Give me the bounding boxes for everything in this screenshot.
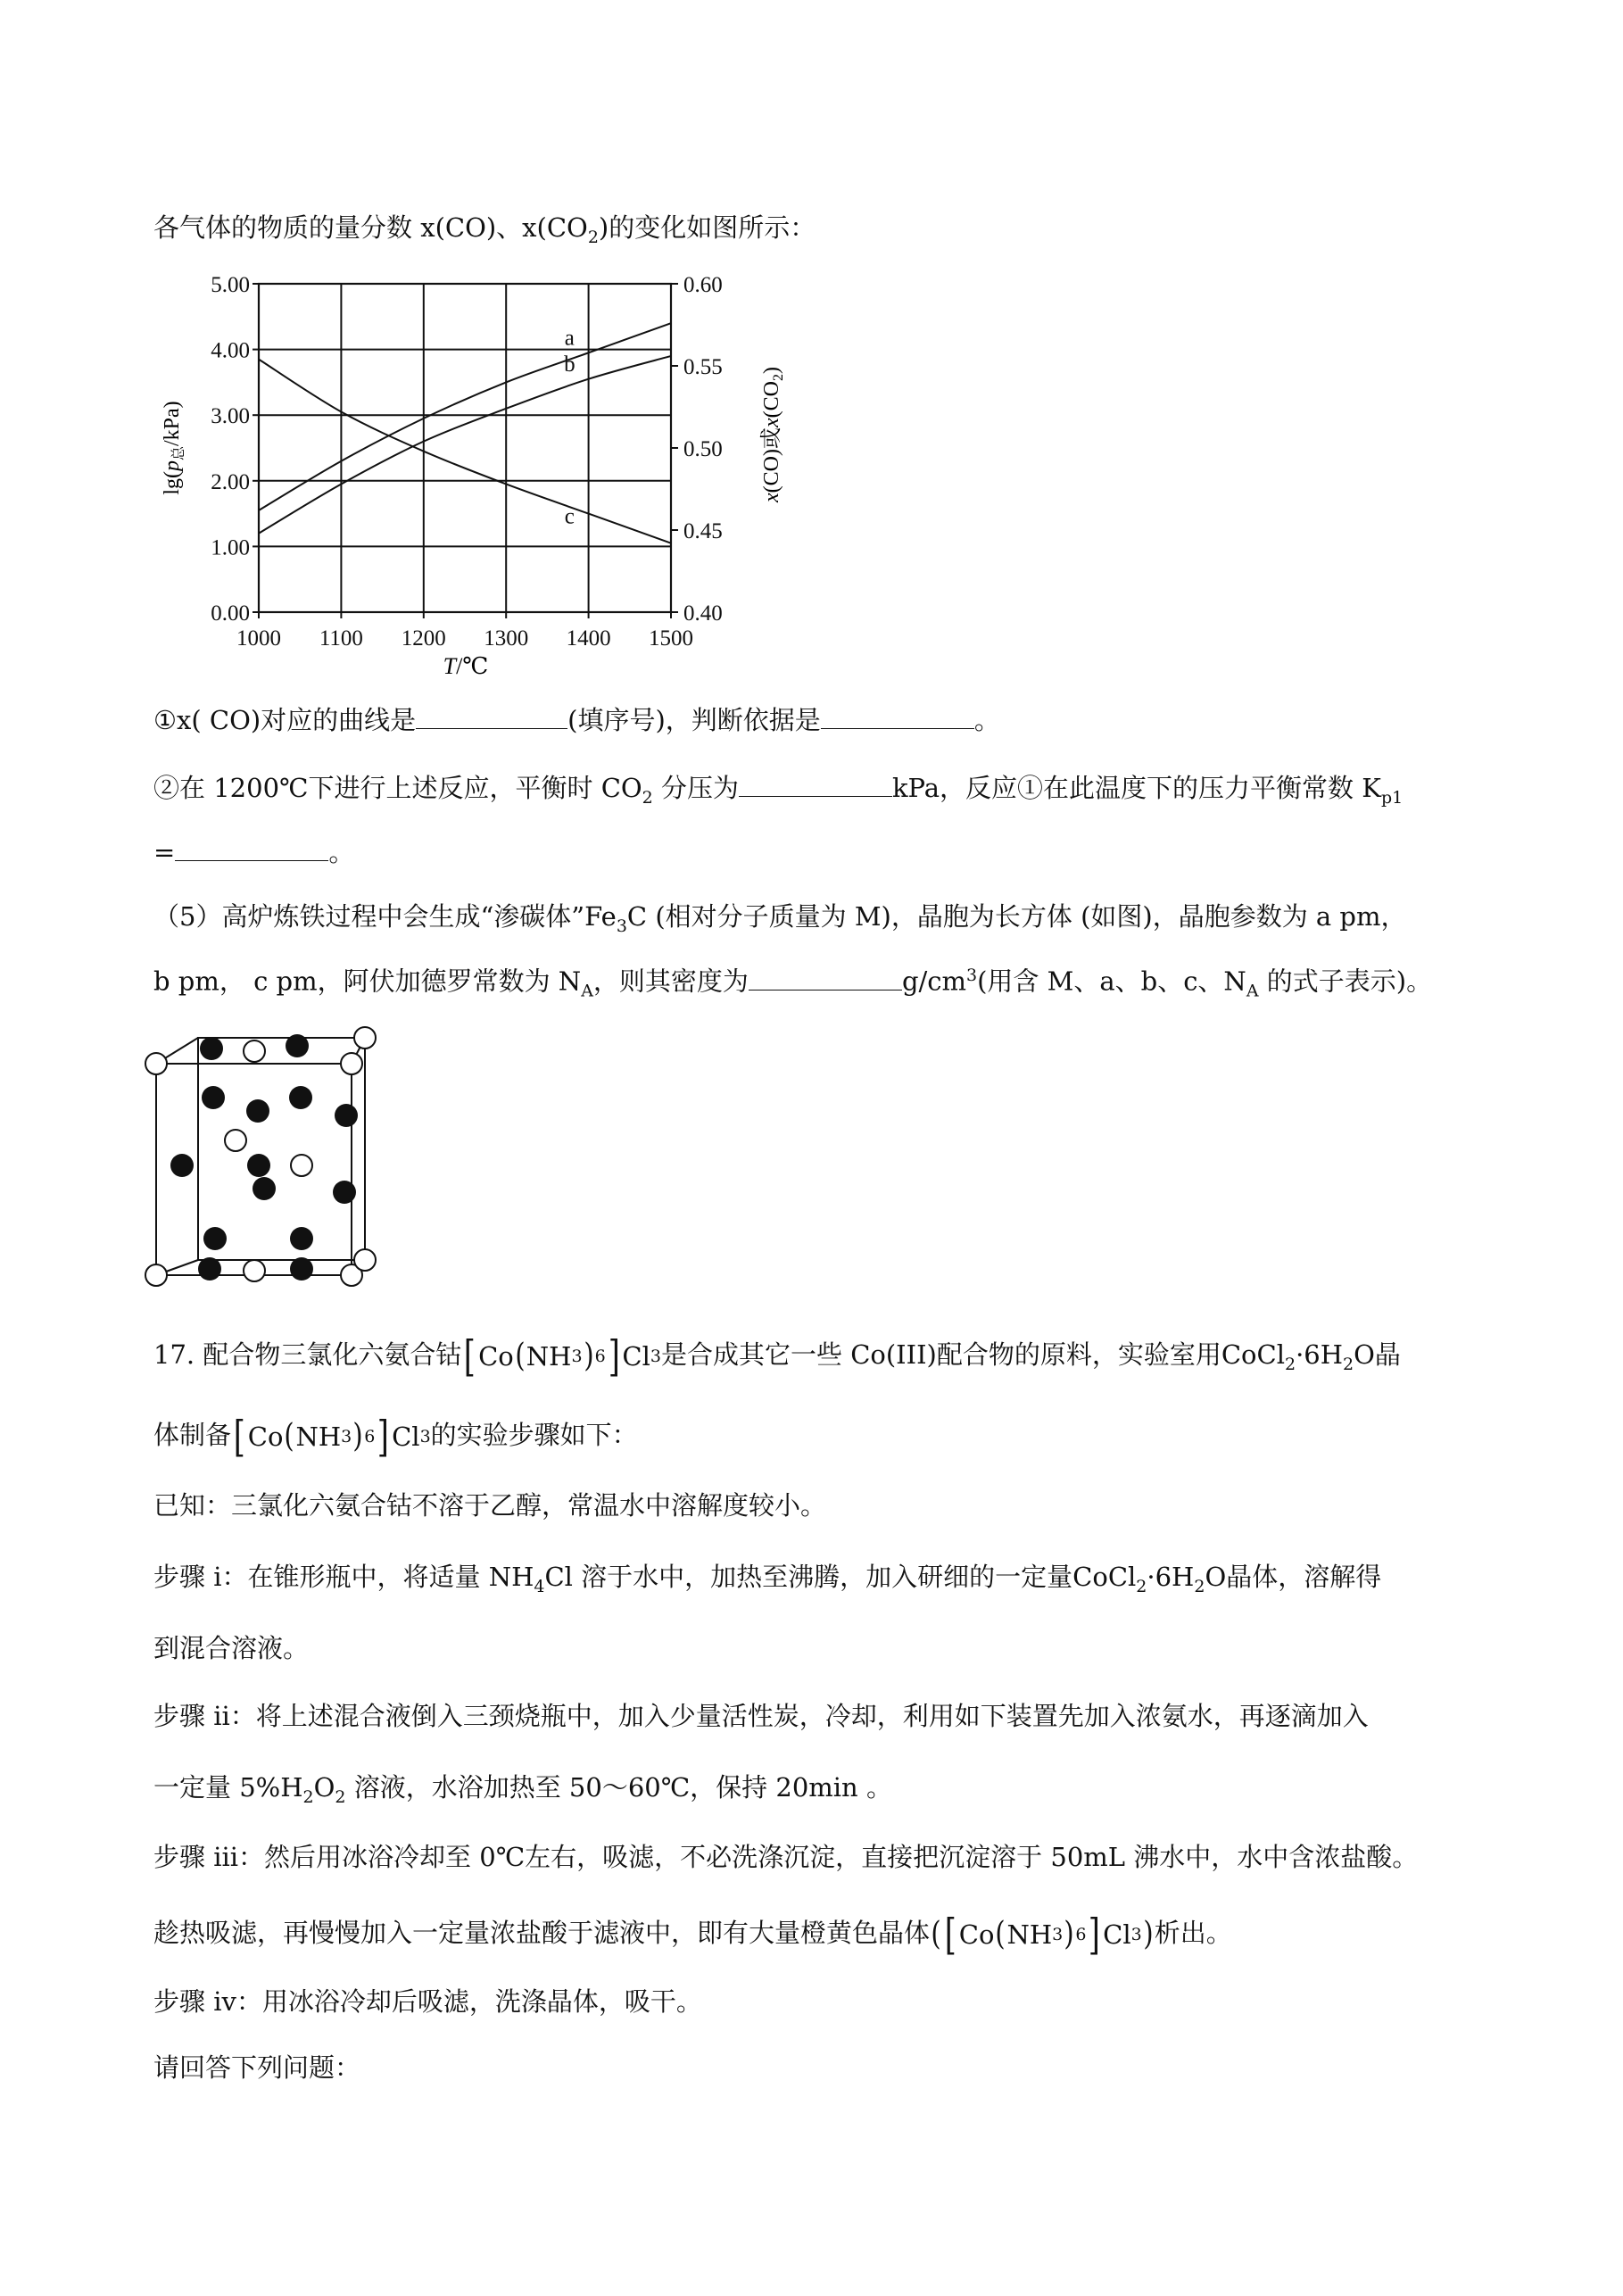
y-right-tick-label: 0.40 [683, 601, 723, 626]
question-17-cont: 体制备 [ Co ( NH 3 ) 6 ] Cl 3 的实验步骤如下： [153, 1412, 638, 1462]
filled-atom [289, 1086, 312, 1109]
curve-a [259, 323, 671, 510]
step-3: 步骤 iii：然后用冰浴冷却至 0℃左右，吸滤，不必洗涤沉淀，直接把沉淀溶于 50mL 沸水中，水中含浓盐酸。 [153, 1842, 1419, 1872]
x-tick-label: 1200 [401, 626, 446, 651]
complex-formula: [ Co ( NH 3 ) 6 ] Cl 3 [233, 1412, 431, 1462]
crystal-cell-diagram [138, 1022, 397, 1298]
step-2-cont: 一定量 $5\%H_2O_2$ 溶液，水浴加热至 50～60℃，保持 20min 。 [153, 1772, 892, 1807]
y-left-tick-label: 3.00 [211, 404, 250, 429]
filled-atom [247, 1154, 270, 1177]
step-2: 步骤 ii：将上述混合液倒入三颈烧瓶中，加入少量活性炭，冷却，利用如下装置先加入浓氨水，再逐滴加入 [153, 1701, 1369, 1731]
answer-blank[interactable] [749, 989, 902, 991]
step-4: 步骤 iv：用冰浴冷却后吸滤，洗涤晶体，吸干。 [153, 1986, 702, 2017]
y-right-axis-label: x(CO)或$x(CO_2)$ [760, 367, 786, 502]
inner-open-atom [225, 1130, 246, 1151]
y-right-tick-label: 0.50 [683, 437, 723, 461]
filled-atom [290, 1257, 313, 1281]
filled-atom [253, 1177, 276, 1200]
question-17: 17. 配合物三氯化六氨合钴 [ Co ( NH 3 ) 6 ] Cl 3 是合成其它一些 Co(III)配合物的原料，实验室用$CoCl_2\cdot 6H_2O$晶 [153, 1331, 1401, 1381]
corner-atom [354, 1027, 376, 1049]
curve-label-c: c [564, 504, 575, 529]
corner-atom [341, 1053, 362, 1074]
chart-grid [259, 284, 671, 612]
step-3-cont: 趁热吸滤，再慢慢加入一定量浓盐酸于滤液中，即有大量橙黄色晶体 ( [ Co ( NH 3 ) 6 ] Cl 3 ) 析出。 [153, 1910, 1232, 1960]
question-5: （5）高炉炼铁过程中会生成“渗碳体$”Fe_3C$ (相对分子质量为 M)，晶胞为长方体 (如图)，晶胞参数为 a pm， [153, 901, 1407, 936]
filled-atom [203, 1227, 227, 1250]
answer-blank[interactable] [175, 859, 328, 861]
curve-c [259, 360, 671, 543]
x-axis-label: T/℃ [443, 653, 489, 679]
corner-atom [145, 1053, 167, 1074]
question-1: ①x( CO)对应的曲线是 (填序号)，判断依据是 。 [153, 705, 1000, 735]
filled-atom [333, 1181, 356, 1204]
x-tick-label: 1100 [319, 626, 363, 651]
question-2: ②在 1200℃下进行上述反应，平衡时 $CO_2$ 分压为 kPa，反应①在此温度下的压力平衡常数 $K_{p1}$ [153, 773, 1404, 808]
x-tick-label: 1400 [566, 626, 611, 651]
filled-atom [246, 1099, 269, 1123]
y-right-tick-label: 0.45 [683, 519, 723, 543]
x-tick-label: 1000 [236, 626, 281, 651]
filled-atom [290, 1227, 313, 1250]
y-left-axis-label: $\lg(p_总/kPa)$ [161, 401, 186, 495]
y-left-tick-label: 1.00 [211, 535, 250, 560]
inner-open-atom [291, 1155, 312, 1176]
answer-blank[interactable] [416, 727, 567, 729]
intro-text: 各气体的物质的量分数 x(CO)、$x(CO_2)$的变化如图所示： [153, 212, 816, 247]
question-5-cont: b pm， c pm，阿伏加德罗常数为 $N_A$，则其密度为 $g/cm^3$(用含 M、a、b、c、$N_A$ 的式子表示)。 [153, 966, 1433, 1001]
step-1-cont: 到混合溶液。 [153, 1633, 310, 1663]
filled-atom [200, 1037, 223, 1060]
closing-prompt: 请回答下列问题： [153, 2052, 361, 2083]
complex-formula: [ Co ( NH 3 ) 6 ] Cl 3 [464, 1331, 661, 1381]
curve-label-a: a [564, 326, 575, 351]
edge-atom [244, 1260, 265, 1281]
x-tick-label: 1300 [484, 626, 529, 651]
x-tick-label: 1500 [649, 626, 693, 651]
filled-atom [202, 1086, 225, 1109]
y-left-tick-label: 4.00 [211, 338, 250, 363]
y-left-tick-label: 0.00 [211, 601, 250, 626]
answer-blank[interactable] [821, 727, 974, 729]
answer-blank[interactable] [739, 795, 892, 797]
filled-atom [286, 1034, 309, 1057]
corner-atom [145, 1264, 167, 1286]
y-left-tick-label: 2.00 [211, 469, 250, 494]
curve-b [259, 356, 671, 534]
question-2-cont: = 。 [153, 837, 355, 867]
filled-atom [335, 1104, 358, 1127]
curve-label-b: b [564, 352, 576, 377]
filled-atom [198, 1257, 221, 1281]
y-left-tick-label: 5.00 [211, 273, 250, 297]
mole-fraction-chart [143, 268, 786, 687]
y-right-tick-label: 0.60 [683, 273, 723, 297]
y-right-tick-label: 0.55 [683, 355, 723, 379]
step-1: 步骤 i：在锥形瓶中，将适量 $NH_4Cl$ 溶于水中，加热至沸腾，加入研细的一定量$CoCl_2\cdot 6H_2O$晶体，溶解得 [153, 1562, 1382, 1596]
known-note: 已知：三氯化六氨合钴不溶于乙醇，常温水中溶解度较小。 [153, 1490, 827, 1521]
corner-atom [354, 1249, 376, 1271]
complex-formula: ( [ Co ( NH 3 ) 6 ] Cl 3 ) [931, 1910, 1154, 1960]
plot-frame [259, 284, 671, 612]
filled-atom [170, 1154, 194, 1177]
edge-atom [244, 1040, 265, 1062]
